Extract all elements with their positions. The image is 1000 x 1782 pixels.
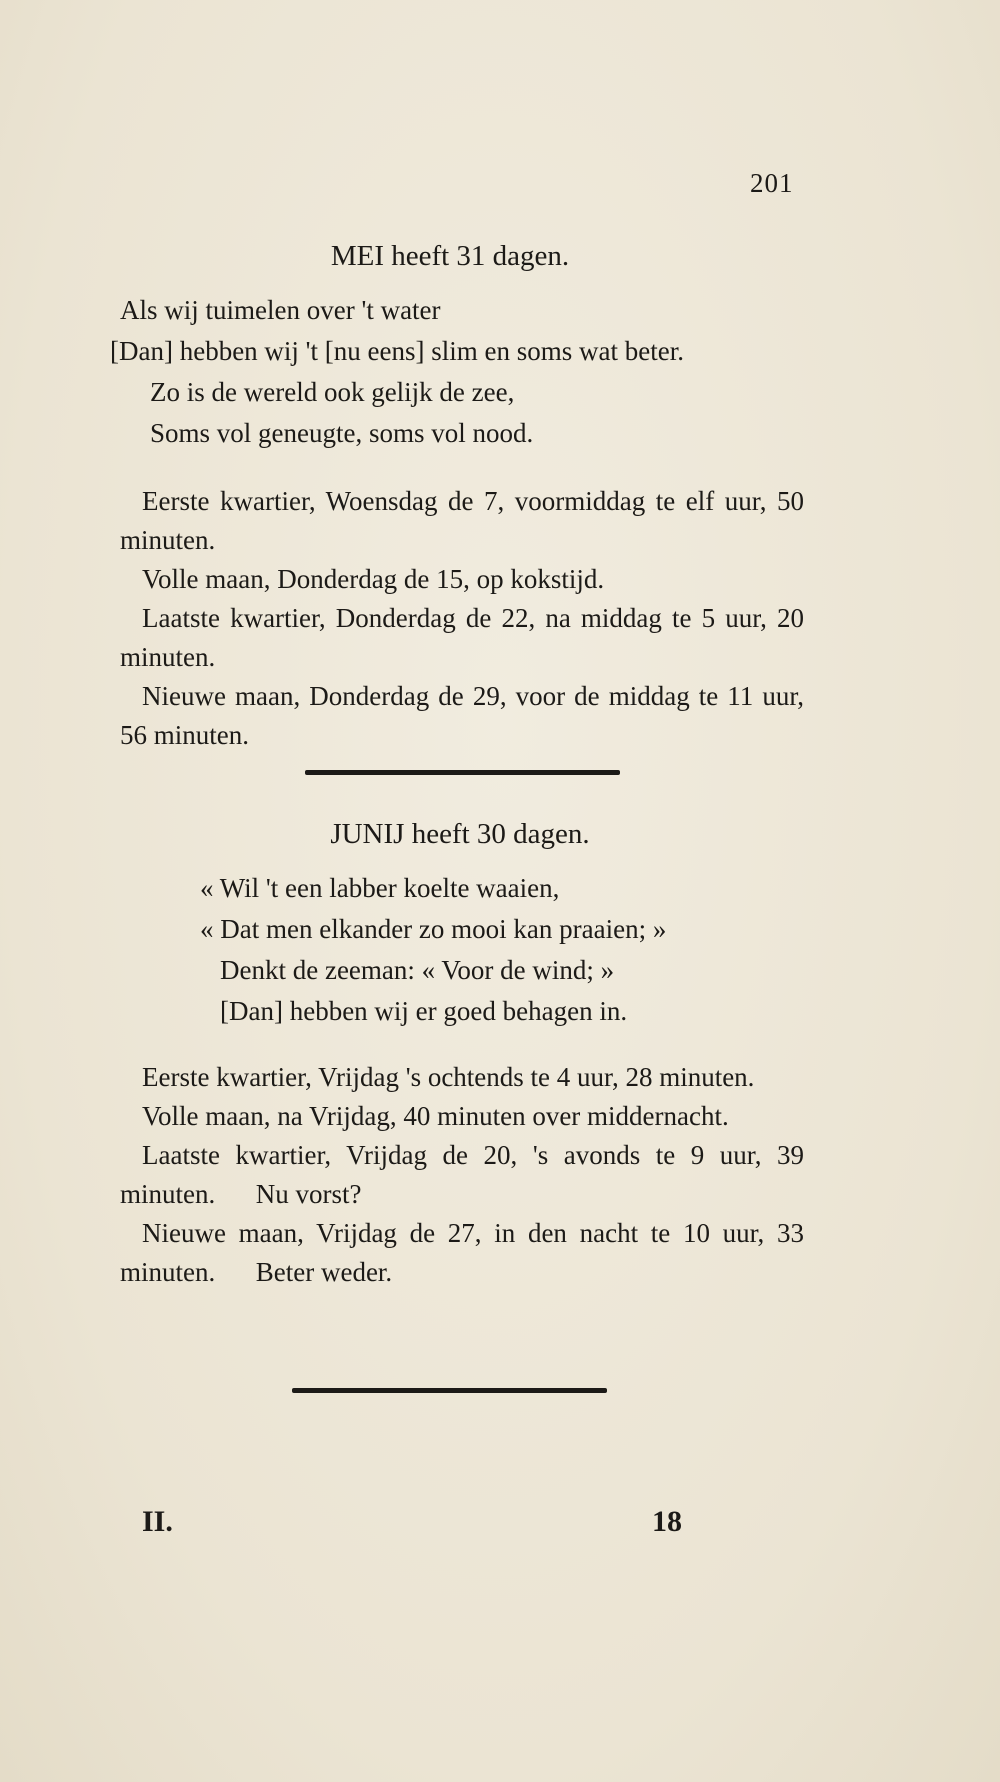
moon-phase-text: Laatste kwartier, Vrijdag de 20, 's avonds te 9 uur, 39 minuten. <box>120 1140 804 1209</box>
mei-verse <box>110 290 684 454</box>
moon-phase-entry: Nieuwe maan, Donderdag de 29, voor de middag te 11 uur, 56 minuten. <box>120 681 804 750</box>
weather-note: Nu vorst? <box>255 1179 362 1209</box>
verse-line: Soms vol geneugte, soms vol nood. <box>150 418 534 448</box>
moon-phase-text: Nieuwe maan, Vrijdag de 27, in den nacht te 10 uur, 33 minuten. <box>120 1218 804 1287</box>
moon-phase-entry <box>120 1058 804 1097</box>
verse-line: Zo is de wereld ook gelijk de zee, <box>150 377 515 407</box>
section-divider <box>305 770 620 775</box>
section-divider <box>292 1388 607 1393</box>
verse-line: « Wil 't een labber koelte waaien, <box>200 873 560 903</box>
verse-line: « Dat men elkander zo mooi kan praaien; » <box>200 914 667 944</box>
moon-phase-entry: Eerste kwartier, Woensdag de 7, voormiddag te elf uur, 50 minuten. <box>120 486 804 555</box>
page-number: 201 <box>750 168 794 198</box>
junij-heading: JUNIJ heeft 30 dagen. <box>330 818 590 850</box>
verse-line: [Dan] hebben wij er goed behagen in. <box>220 996 628 1026</box>
moon-phase-entry <box>120 1214 804 1292</box>
weather-note: Beter weder. <box>255 1257 393 1287</box>
verse-line: Als wij tuimelen over 't water <box>120 295 441 325</box>
mei-moon-phases <box>120 482 804 755</box>
junij-moon-phases <box>120 1058 804 1292</box>
junij-verse <box>160 868 666 1032</box>
mei-heading: MEI heeft 31 dagen. <box>330 240 570 272</box>
verse-line: Denkt de zeeman: « Voor de wind; » <box>220 955 615 985</box>
signature-mark: II. <box>142 1505 173 1538</box>
verse-line: [Dan] hebben wij 't [nu eens] slim en soms wat beter. <box>110 336 684 366</box>
moon-phase-entry <box>120 1136 804 1214</box>
folio-number: 18 <box>652 1505 682 1538</box>
moon-phase-entry: Laatste kwartier, Donderdag de 22, na middag te 5 uur, 20 minuten. <box>120 603 804 672</box>
moon-phase-entry <box>120 1097 804 1136</box>
moon-phase-text: Eerste kwartier, Vrijdag 's ochtends te 4 uur, 28 minuten. <box>142 1062 755 1092</box>
moon-phase-text: Volle maan, na Vrijdag, 40 minuten over middernacht. <box>142 1101 729 1131</box>
moon-phase-entry: Volle maan, Donderdag de 15, op kokstijd. <box>142 564 605 594</box>
